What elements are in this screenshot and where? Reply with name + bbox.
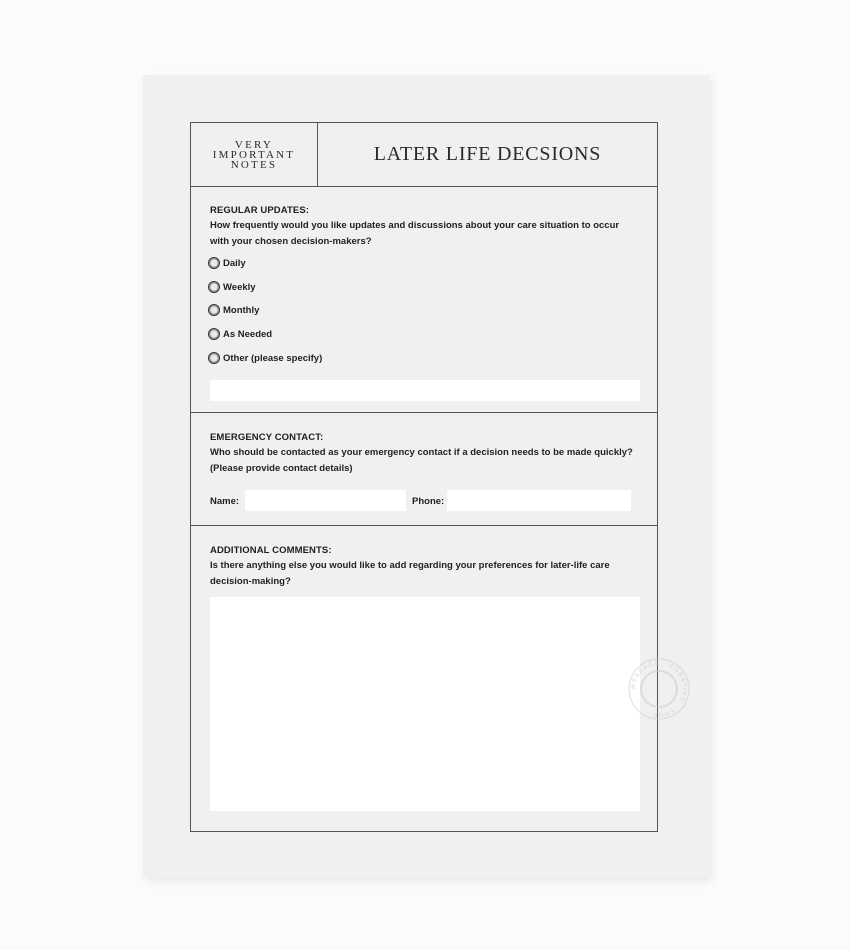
- stamp-text: MESSAGE · CURATING · YOUR ·: [630, 660, 688, 718]
- option-label: Weekly: [223, 281, 256, 293]
- brand-line: IMPORTANT: [212, 148, 296, 161]
- option-as-needed[interactable]: [208, 327, 272, 341]
- regular-updates-section: [191, 187, 657, 413]
- radio-button[interactable]: [208, 328, 220, 340]
- option-label: Monthly: [223, 304, 260, 316]
- radio-button[interactable]: [208, 257, 220, 269]
- section-question: Is there anything else you would like to add regarding your preferences for later-life care decision-making?: [210, 560, 610, 587]
- page-title: LATER LIFE DECSIONS: [373, 143, 602, 165]
- section-question: Who should be contacted as your emergency contact if a decision needs to be made quickly? (Please provide contact details): [210, 447, 633, 474]
- other-specify-input[interactable]: [210, 380, 640, 401]
- option-other[interactable]: [208, 351, 322, 365]
- section-title: REGULAR UPDATES:: [210, 205, 310, 216]
- option-daily[interactable]: [208, 256, 246, 270]
- form-header: [191, 123, 657, 187]
- brand-logo: [191, 123, 318, 186]
- brand-line: NOTES: [230, 158, 278, 171]
- additional-comments-section: [191, 527, 657, 831]
- option-label: Other (please specify): [223, 352, 323, 364]
- section-title: ADDITIONAL COMMENTS:: [210, 545, 332, 556]
- radio-button[interactable]: [208, 281, 220, 293]
- section-question: How frequently would you like updates and discussions about your care situation to occur with your chosen decision-makers?: [210, 220, 620, 247]
- brand-line: VERY: [234, 138, 274, 151]
- option-label: Daily: [223, 257, 246, 269]
- phone-label: Phone:: [412, 496, 445, 507]
- stamp-seal-icon: [628, 658, 690, 720]
- svg-text:MESSAGE · CURATING · YOUR ·: [631, 661, 687, 717]
- radio-button[interactable]: [208, 352, 220, 364]
- name-input[interactable]: [245, 490, 406, 511]
- option-weekly[interactable]: [208, 280, 256, 294]
- radio-button[interactable]: [208, 304, 220, 316]
- form-frame: [190, 122, 658, 832]
- option-monthly[interactable]: [208, 303, 259, 317]
- emergency-contact-section: [191, 414, 657, 526]
- section-title: EMERGENCY CONTACT:: [210, 432, 324, 443]
- option-label: As Needed: [223, 328, 273, 340]
- phone-input[interactable]: [447, 490, 631, 511]
- name-label: Name:: [210, 496, 240, 507]
- comments-textarea[interactable]: [210, 597, 640, 811]
- form-sheet: [143, 75, 709, 877]
